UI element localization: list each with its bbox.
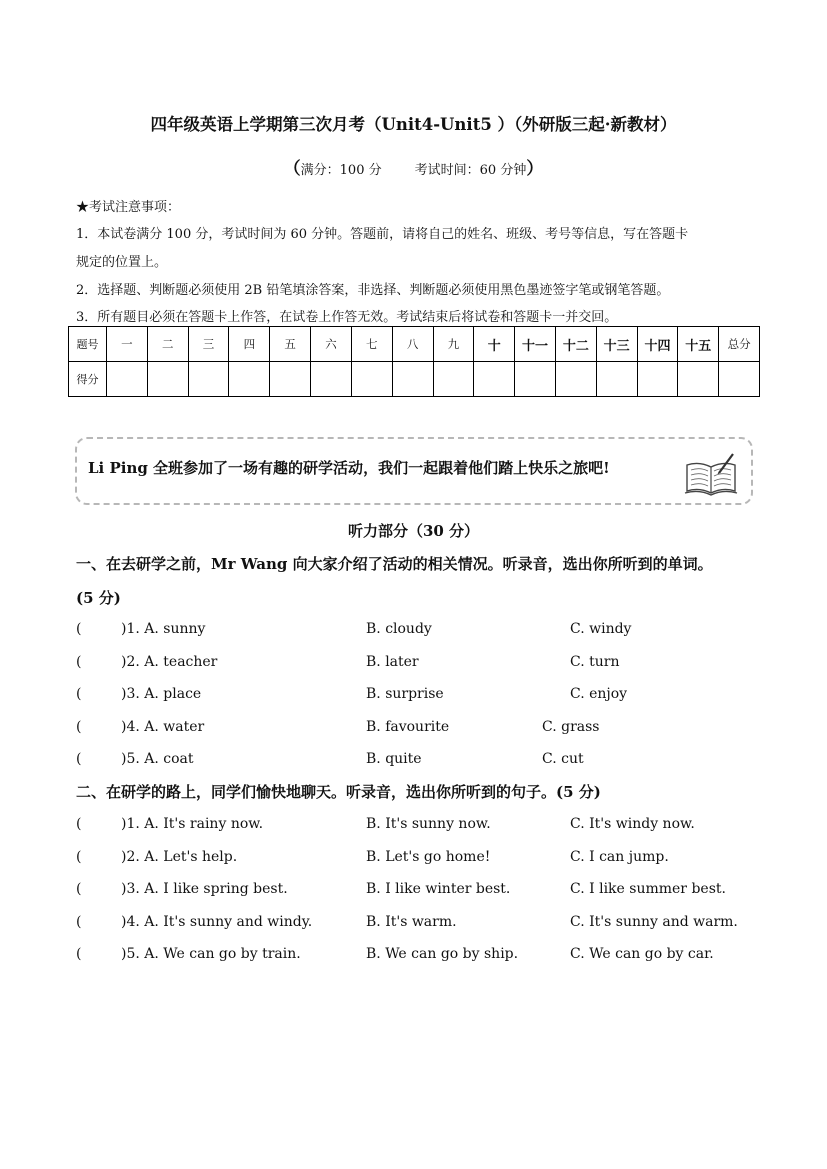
option-b: B. It's warm. — [366, 914, 457, 930]
col-8: 八 — [392, 327, 433, 362]
option-b: B. surprise — [366, 686, 444, 702]
col-2: 二 — [147, 327, 188, 362]
score-cell — [555, 362, 596, 397]
option-b: B. quite — [366, 751, 422, 767]
option-a: )5. A. We can go by train. — [121, 946, 301, 962]
close-paren: ） — [526, 159, 544, 179]
score-cell — [433, 362, 474, 397]
option-c: C. It's sunny and warm. — [570, 914, 738, 930]
score-cell — [311, 362, 352, 397]
col-14: 十四 — [637, 327, 678, 362]
answer-paren: ( — [76, 816, 82, 832]
intro-banner-text: Li Ping 全班参加了一场有趣的研学活动，我们一起跟着他们踏上快乐之旅吧! — [88, 459, 610, 477]
notice-item-1: 1．本试卷满分 100 分，考试时间为 60 分钟。答题前，请将自己的姓名、班级、考号等信息，写在答题卡 — [76, 227, 689, 242]
option-a: )4. A. It's sunny and windy. — [121, 914, 313, 930]
col-5: 五 — [270, 327, 311, 362]
col-13: 十三 — [596, 327, 637, 362]
col-6: 六 — [311, 327, 352, 362]
option-b: B. favourite — [366, 719, 450, 735]
option-b: B. later — [366, 654, 419, 670]
col-15: 十五 — [678, 327, 719, 362]
score-info — [0, 154, 827, 179]
score-cell — [596, 362, 637, 397]
option-c: C. I can jump. — [570, 849, 669, 865]
score-cell — [637, 362, 678, 397]
option-c: C. It's windy now. — [570, 816, 695, 832]
option-a: )2. A. teacher — [121, 654, 218, 670]
option-b: B. cloudy — [366, 621, 432, 637]
option-c: C. enjoy — [570, 686, 628, 702]
option-c: C. We can go by car. — [570, 946, 714, 962]
answer-paren: ( — [76, 946, 82, 962]
answer-paren: ( — [76, 654, 82, 670]
score-table — [68, 326, 760, 397]
score-table-score-row — [69, 362, 760, 397]
notice-item-3: 3．所有题目必须在答题卡上作答，在试卷上作答无效。考试结束后将试卷和答题卡一并交回。 — [76, 310, 618, 325]
option-b: B. I like winter best. — [366, 881, 511, 897]
score-cell — [270, 362, 311, 397]
option-c: C. I like summer best. — [570, 881, 726, 897]
part1-heading-points: (5 分) — [76, 589, 121, 607]
score-cell — [392, 362, 433, 397]
answer-paren: ( — [76, 751, 82, 767]
option-c: C. cut — [542, 751, 584, 767]
row-label-score: 得分 — [69, 362, 107, 397]
col-12: 十二 — [555, 327, 596, 362]
col-7: 七 — [351, 327, 392, 362]
col-10: 十 — [474, 327, 515, 362]
answer-paren: ( — [76, 914, 82, 930]
score-info-text: 满分：100 分 考试时间：60 分钟 — [300, 163, 527, 178]
part2-heading: 二、在研学的路上，同学们愉快地聊天。听录音，选出你所听到的句子。(5 分) — [76, 783, 601, 801]
open-book-with-pen-icon — [683, 451, 739, 497]
option-a: )4. A. water — [121, 719, 205, 735]
answer-paren: ( — [76, 849, 82, 865]
option-c: C. turn — [570, 654, 620, 670]
col-3: 三 — [188, 327, 229, 362]
option-a: )1. A. It's rainy now. — [121, 816, 264, 832]
listening-section-title: 听力部分（30 分） — [347, 522, 480, 540]
score-cell — [351, 362, 392, 397]
option-b: B. Let's go home! — [366, 849, 491, 865]
option-a: )3. A. place — [121, 686, 202, 702]
score-cell — [678, 362, 719, 397]
part1-heading: 一、在去研学之前，Mr Wang 向大家介绍了活动的相关情况。听录音，选出你所听到的单词。 — [76, 555, 713, 573]
option-b: B. We can go by ship. — [366, 946, 519, 962]
option-a: )1. A. sunny — [121, 621, 206, 637]
answer-paren: ( — [76, 881, 82, 897]
option-c: C. grass — [542, 719, 600, 735]
score-cell — [719, 362, 760, 397]
score-cell — [229, 362, 270, 397]
page-title: 四年级英语上学期第三次月考（Unit4-Unit5 ）（外研版三起·新教材） — [150, 115, 677, 134]
col-4: 四 — [229, 327, 270, 362]
option-a: )3. A. I like spring best. — [121, 881, 288, 897]
col-total: 总分 — [719, 327, 760, 362]
open-paren: （ — [283, 159, 301, 179]
option-a: )5. A. coat — [121, 751, 194, 767]
score-cell — [474, 362, 515, 397]
score-cell — [188, 362, 229, 397]
answer-paren: ( — [76, 686, 82, 702]
score-cell — [107, 362, 148, 397]
row-label-question: 题号 — [69, 327, 107, 362]
option-c: C. windy — [570, 621, 632, 637]
notice-item-2: 2．选择题、判断题必须使用 2B 铅笔填涂答案，非选择、判断题必须使用黑色墨迹签字笔或钢笔答题。 — [76, 283, 670, 298]
option-a: )2. A. Let's help. — [121, 849, 238, 865]
notice-item-1-cont: 规定的位置上。 — [76, 255, 168, 270]
option-b: B. It's sunny now. — [366, 816, 491, 832]
col-11: 十一 — [515, 327, 556, 362]
score-cell — [515, 362, 556, 397]
col-9: 九 — [433, 327, 474, 362]
score-cell — [147, 362, 188, 397]
score-table-header-row — [69, 327, 760, 362]
answer-paren: ( — [76, 621, 82, 637]
notice-heading: ★考试注意事项： — [76, 200, 181, 215]
col-1: 一 — [107, 327, 148, 362]
answer-paren: ( — [76, 719, 82, 735]
